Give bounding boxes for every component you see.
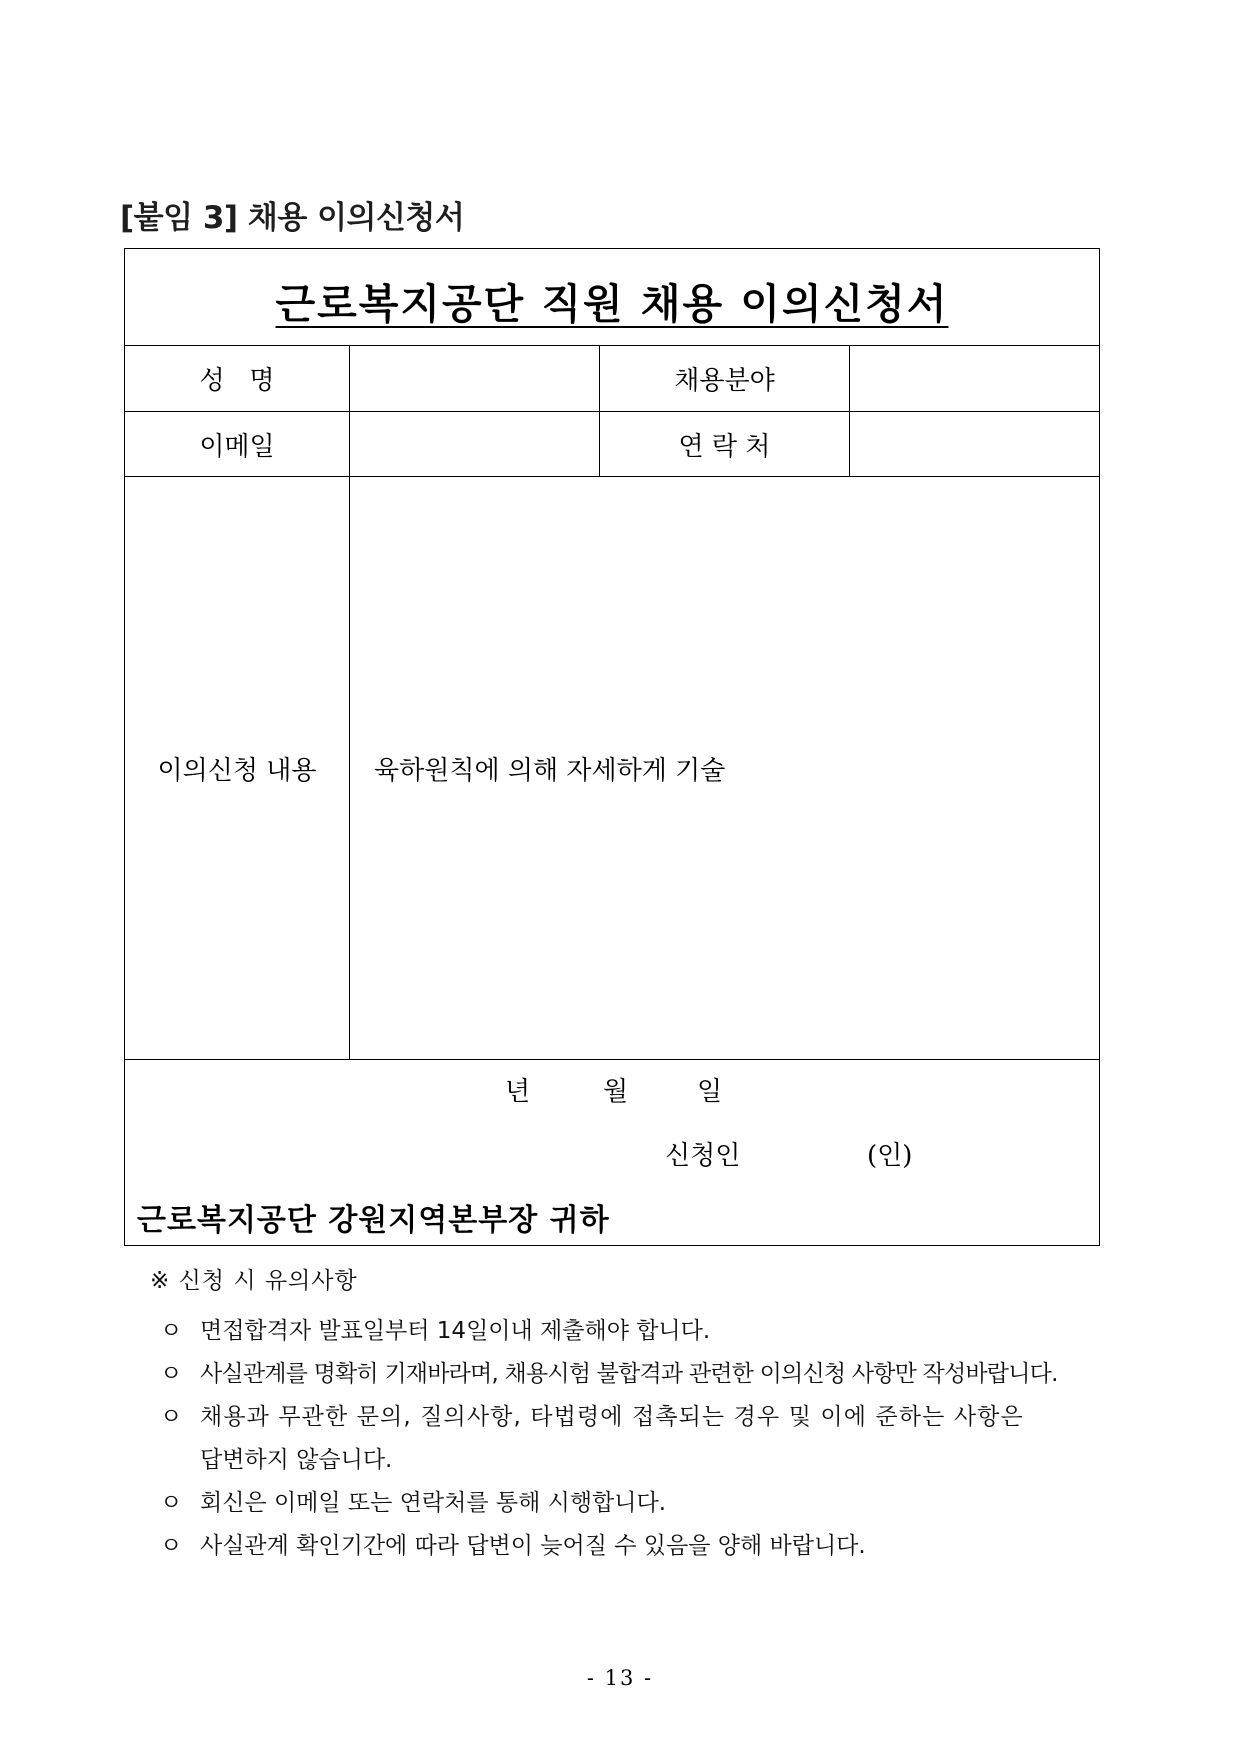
content-field[interactable]: 육하원칙에 의해 자세하게 기술	[374, 755, 726, 786]
bullet-circle-icon: ㅇ	[160, 1533, 183, 1559]
date-day: 일	[697, 1077, 723, 1107]
note-item: ㅇ 회신은 이메일 또는 연락처를 통해 시행합니다.	[160, 1484, 666, 1517]
bullet-circle-icon: ㅇ	[160, 1490, 183, 1516]
recipient: 근로복지공단 강원지역본부장 귀하	[137, 1203, 610, 1238]
email-label: 이메일	[199, 431, 275, 462]
attachment-title: [붙임 3] 채용 이의신청서	[120, 200, 465, 236]
field-input[interactable]	[850, 346, 1099, 411]
note-item: ㅇ 채용과 무관한 문의, 질의사항, 타법령에 접촉되는 경우 및 이에 준하는 사항은	[160, 1398, 1024, 1431]
email-field[interactable]	[350, 412, 599, 476]
notes-heading: ※ 신청 시 유의사항	[150, 1268, 358, 1294]
name-label: 성 명	[199, 366, 275, 396]
note-item-continuation: 답변하지 않습니다.	[200, 1447, 393, 1473]
bullet-circle-icon: ㅇ	[160, 1404, 183, 1430]
row-divider	[125, 1059, 1099, 1060]
field-label: 채용분야	[674, 366, 775, 396]
seal-label: (인)	[867, 1141, 913, 1171]
applicant-label: 신청인	[665, 1141, 741, 1171]
date-year: 년	[505, 1077, 531, 1107]
contact-field[interactable]	[850, 412, 1099, 476]
objection-form-table	[124, 248, 1100, 1246]
note-item: ㅇ 사실관계를 명확히 기재바라며, 채용시험 불합격과 관련한 이의신청 사항만 작성바랍니다.	[160, 1355, 1058, 1388]
form-title: 근로복지공단 직원 채용 이의신청서	[275, 280, 949, 328]
bullet-circle-icon: ㅇ	[160, 1318, 183, 1344]
name-field[interactable]	[350, 346, 599, 411]
contact-label: 연 락 처	[678, 431, 771, 462]
note-item: ㅇ 사실관계 확인기간에 따라 답변이 늦어질 수 있음을 양해 바랍니다.	[160, 1527, 866, 1560]
page-number: - 13 -	[586, 1666, 654, 1690]
content-label: 이의신청 내용	[157, 755, 317, 786]
bullet-circle-icon: ㅇ	[160, 1361, 183, 1387]
note-item: ㅇ 면접합격자 발표일부터 14일이내 제출해야 합니다.	[160, 1312, 710, 1345]
date-month: 월	[603, 1077, 629, 1107]
